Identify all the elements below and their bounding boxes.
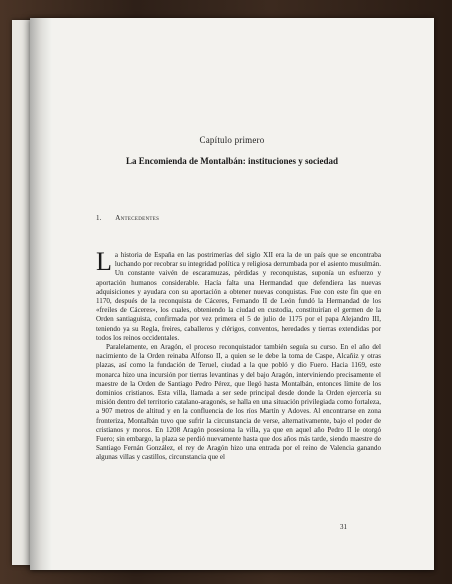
- chapter-title: La Encomienda de Montalbán: instituciones y sociedad: [125, 156, 339, 166]
- spine-shadow: [30, 18, 52, 570]
- paragraph-2: Paralelamente, en Aragón, el proceso reconquistador también seguía su curso. En el año del nacimiento de la Orden reinaba Alfonso II, a quien se le debe la toma de Caspe, Alcañiz y otras plazas, así como la fundación de Teruel, ciudad a la que pobló y dio Fuero. Hacia 1169, este monarca hizo una incursión por tierras levantinas y del bajo Aragón, interviniendo precisamente el maestre de la Orden de Santiago Pedro Pérez, que llegó hasta Montalbán, entonces límite de los dominios cristianos. Esta villa, llamada a ser sede principal desde donde la Orden ejercería su misión dentro del territorio catalano-aragonés, se halla en una situación privilegiada como fortaleza, a 907 metros de altitud y en la confluencia de los ríos Martín y Adoves. Al encontrarse en zona fronteriza, Montalbán tuvo que sufrir la circunstancia de verse, alternativamente, bajo el poder de cristianos y moros. En 1208 Aragón posesiona la villa, ya que en aquel año Pedro II le otorgó Fuero; sin embargo, la plaza se perdió nuevamente hasta que dos años más tarde, siendo maestre de Santiago Fernán González, el rey de Aragón hizo una entrada por el reino de Valencia ganando algunas villas y castillos, circunstancia que el: [96, 343, 381, 462]
- chapter-label: Capítulo primero: [199, 135, 265, 145]
- section-heading: [96, 214, 159, 222]
- book-page: [30, 18, 434, 570]
- section-number: 1.: [96, 214, 102, 222]
- drop-cap: L: [96, 247, 112, 276]
- section-title: Antecedentes: [115, 214, 160, 222]
- paragraph-1-text: a historia de España en las postrimerías del siglo XII era la de un país que se encontraba luchando por recobrar su integridad política y religiosa derrumbada por el asiento musulmán. Un constante vaivén de escaramuzas, pérdidas y reconquistas, suponía un esfuerzo y aportación humanos considerable. Hacía falta una Hermandad que defendiera las nuevas adquisiciones y ayudara con su aportación a obtener nuevas conquistas. Fue con este fin que en 1170, después de la reconquista de Cáceres, Fernando II de León fundó la Hermandad de los «freiles de Cáceres», los cuales, obteniendo la ciudad en custodia, constituirían el germen de la Orden santiaguista, confirmada por vez primera el 5 de julio de 1175 por el papa Alejandro III, teniendo ya su Regla, freires, caballeros y clérigos, conventos, heredades y tierras extendidas por todos los reinos occidentales.: [96, 251, 381, 342]
- paragraph-1: [96, 247, 381, 343]
- body-text: [96, 247, 381, 463]
- page-number: 31: [340, 523, 347, 531]
